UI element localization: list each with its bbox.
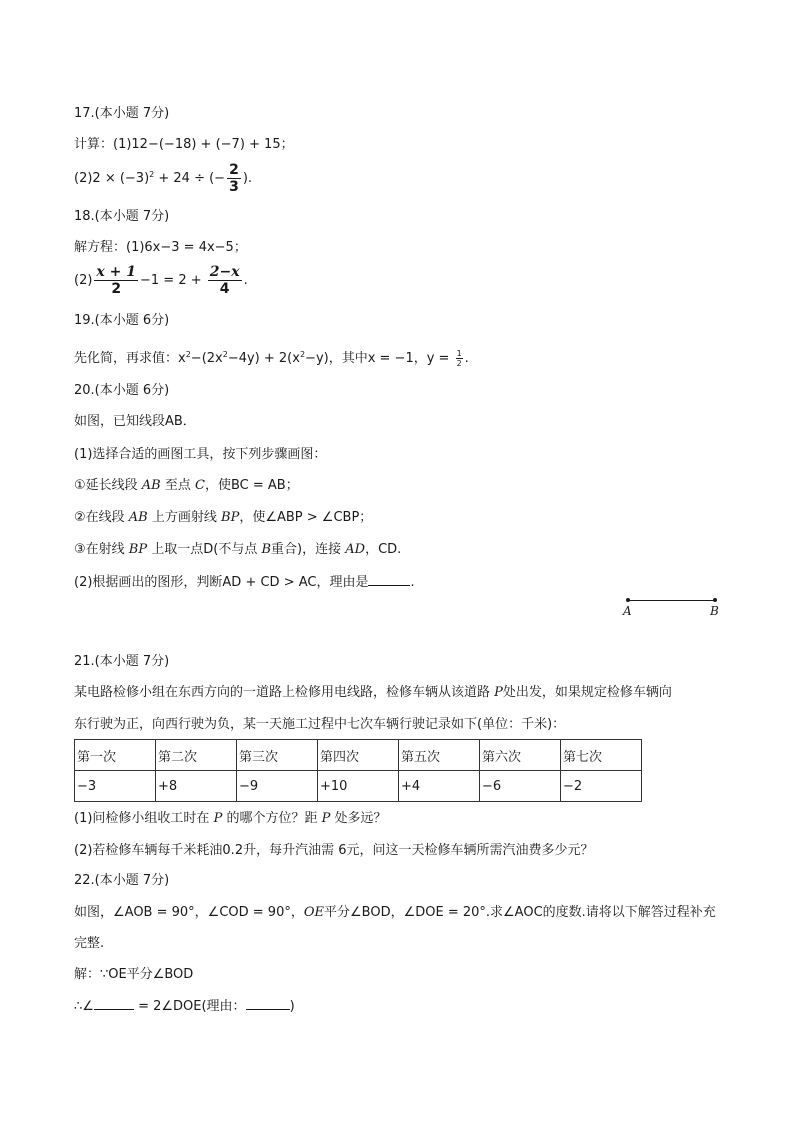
- table-cell: +10: [318, 771, 399, 802]
- q19-fraction: $\frac{1}{2}$: [456, 349, 462, 368]
- q18-line1: 解方程：(1)6x−3 = 4x−5；: [74, 240, 247, 255]
- q20-line2: (1)选择合适的画图工具，按下列步骤画图：: [74, 447, 327, 462]
- q18-fraction-1: $\frac{x + 1}{2}$: [96, 264, 136, 297]
- q21-ask1: (1)问检修小组收工时在 P 的哪个方位？距 P 处多远？: [74, 811, 387, 826]
- q20-line1: 如图，已知线段AB．: [74, 414, 196, 429]
- table-header-cell: 第五次: [399, 740, 480, 771]
- q20-step2: ②在线段 AB 上方画射线 BP，使∠ABP > ∠CBP；: [74, 510, 373, 525]
- q17-fraction: $\frac{2}{3}$: [229, 162, 239, 195]
- q21-para1: 某电路检修小组在东西方向的一道路上检修用电线路，检修车辆从该道路 P处出发，如果规定检修车辆向: [74, 685, 672, 700]
- table-header-cell: 第二次: [156, 740, 237, 771]
- table-cell: +4: [399, 771, 480, 802]
- q17-exp: 2: [149, 170, 155, 179]
- q22-para1: 如图，∠AOB = 90°，∠COD = 90°，OE平分∠BOD，∠DOE = 20°.求∠AOC的度数.请将以下解答过程补充: [74, 905, 716, 920]
- table-header-cell: 第七次: [561, 740, 642, 771]
- q20-step3: ③在射线 BP 上取一点D(不与点 B重合)，连接 AD，CD.: [74, 542, 402, 557]
- q18-fraction-2: $\frac{2-x}{4}$: [209, 264, 240, 297]
- q18-header: 18.(本小题 7分): [74, 209, 170, 224]
- q22-header: 22.(本小题 7分): [74, 873, 170, 888]
- answer-blank[interactable]: [94, 997, 134, 1010]
- q18-mid: −1 = 2 +: [140, 273, 206, 288]
- q20-header: 20.(本小题 6分): [74, 383, 170, 398]
- table-row: [75, 771, 642, 802]
- table-header-cell: 第六次: [480, 740, 561, 771]
- table-cell: −2: [561, 771, 642, 802]
- point-b-dot: [713, 598, 717, 602]
- table-header-row: [75, 740, 642, 771]
- table-cell: −6: [480, 771, 561, 802]
- answer-blank[interactable]: [246, 997, 290, 1010]
- q17-line2: [74, 158, 252, 196]
- q21-ask2: (2)若检修车辆每千米耗油0.2升，每升汽油需 6元，问这一天检修车辆所需汽油费多少元？: [74, 843, 594, 858]
- segment-ab: [628, 600, 715, 601]
- table-cell: −3: [75, 771, 156, 802]
- table-header-cell: 第一次: [75, 740, 156, 771]
- q22-step: ∴∠ = 2∠DOE(理由： ): [74, 999, 295, 1014]
- q18-line2: [74, 264, 248, 298]
- q17-header: 17.(本小题 7分): [74, 106, 170, 121]
- q17-expr-b: + 24 ÷ (−: [154, 171, 226, 186]
- point-b-label: B: [710, 604, 719, 618]
- q22-solution: 解：∵OE平分∠BOD: [74, 967, 194, 982]
- q17-expr-a: (2)2 × (−3): [74, 171, 150, 186]
- table-header-cell: 第三次: [237, 740, 318, 771]
- q19-header: 19.(本小题 6分): [74, 313, 170, 328]
- q21-header: 21.(本小题 7分): [74, 654, 170, 669]
- q18-end: .: [243, 273, 248, 288]
- q20-line6: (2)根据画出的图形，判断AD + CD > AC，理由是 .: [74, 575, 415, 590]
- q19-line: 先化简，再求值：$x^2-(2x^2-4y) + 2(x^2-y)$，其中x = −1，y = $\frac{1}{2}$ .: [74, 349, 469, 368]
- q22-para2: 完整.: [74, 936, 105, 951]
- q20-step1: ①延长线段 AB 至点 C，使BC = AB；: [74, 478, 299, 493]
- point-a-dot: [626, 598, 630, 602]
- point-a-label: A: [623, 604, 632, 618]
- q21-para2: 东行驶为正，向西行驶为负，某一天施工过程中七次车辆行驶记录如下(单位：千米)：: [74, 717, 566, 732]
- table-cell: +8: [156, 771, 237, 802]
- q18-pre: (2): [74, 273, 93, 288]
- answer-blank[interactable]: [368, 573, 410, 586]
- table-cell: −9: [237, 771, 318, 802]
- q17-expr-c: ).: [242, 171, 253, 186]
- q17-line1: 计算：(1)12−(−18) + (−7) + 15；: [74, 137, 294, 152]
- record-table: [74, 739, 642, 802]
- table-header-cell: 第四次: [318, 740, 399, 771]
